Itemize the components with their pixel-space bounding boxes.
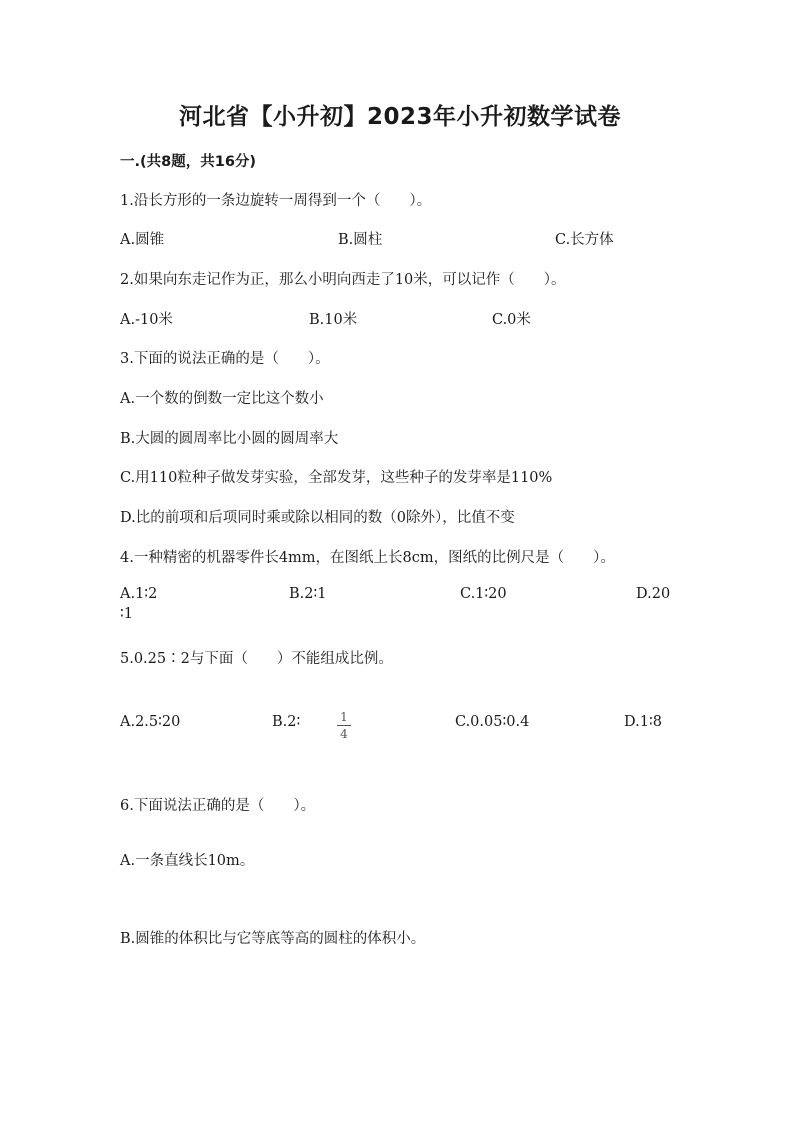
question-5-option-c[interactable]: C.0.05∶0.4 (455, 714, 530, 730)
question-3-option-d[interactable]: D.比的前项和后项同时乘或除以相同的数（0除外），比值不变 (120, 510, 515, 526)
fraction-bar (337, 725, 351, 726)
page-title: 河北省【小升初】2023年小升初数学试卷 (178, 104, 621, 130)
question-5-option-a[interactable]: A.2.5∶20 (120, 714, 181, 730)
question-4-option-d[interactable]: D.20 (636, 586, 671, 602)
question-3-option-c[interactable]: C.用110粒种子做发芽实验，全部发芽，这些种子的发芽率是110% (120, 470, 553, 486)
question-5-text: 5.0.25∶2与下面（ ）不能组成比例。 (120, 651, 393, 667)
question-5-option-b-fraction (337, 710, 351, 741)
question-4-option-d-continuation: ∶1 (120, 606, 133, 622)
question-3-option-a[interactable]: A.一个数的倒数一定比这个数小 (120, 391, 324, 407)
question-4-option-a[interactable]: A.1∶2 (120, 586, 158, 602)
section-heading: 一.(共8题，共16分) (120, 154, 257, 170)
question-2-option-b[interactable]: B.10米 (309, 312, 358, 328)
question-5-option-b[interactable]: B.2∶ (272, 714, 301, 730)
question-1-option-b[interactable]: B.圆柱 (338, 232, 383, 248)
question-3-option-b[interactable]: B.大圆的圆周率比小圆的圆周率大 (120, 431, 339, 447)
question-5-option-d[interactable]: D.1∶8 (624, 714, 662, 730)
question-4-text: 4.一种精密的机器零件长4mm，在图纸上长8cm，图纸的比例尺是（ ）。 (120, 550, 615, 566)
question-1-option-a[interactable]: A.圆锥 (120, 232, 165, 248)
question-4-option-b[interactable]: B.2∶1 (289, 586, 327, 602)
question-6-text: 6.下面说法正确的是（ ）。 (120, 798, 316, 814)
question-2-option-c[interactable]: C.0米 (492, 312, 531, 328)
question-1-option-c[interactable]: C.长方体 (555, 232, 614, 248)
question-2-option-a[interactable]: A.-10米 (120, 312, 173, 328)
question-4-option-c[interactable]: C.1∶20 (460, 586, 507, 602)
question-6-option-b[interactable]: B.圆锥的体积比与它等底等高的圆柱的体积小。 (120, 931, 426, 947)
fraction-numerator: 1 (340, 710, 348, 724)
fraction-denominator: 4 (340, 727, 348, 741)
question-3-text: 3.下面的说法正确的是（ ）。 (120, 351, 330, 367)
question-1-text: 1.沿长方形的一条边旋转一周得到一个（ ）。 (120, 193, 432, 209)
question-6-option-a[interactable]: A.一条直线长10m。 (120, 853, 255, 869)
question-2-text: 2.如果向东走记作为正，那么小明向西走了10米，可以记作（ ）。 (120, 272, 566, 288)
